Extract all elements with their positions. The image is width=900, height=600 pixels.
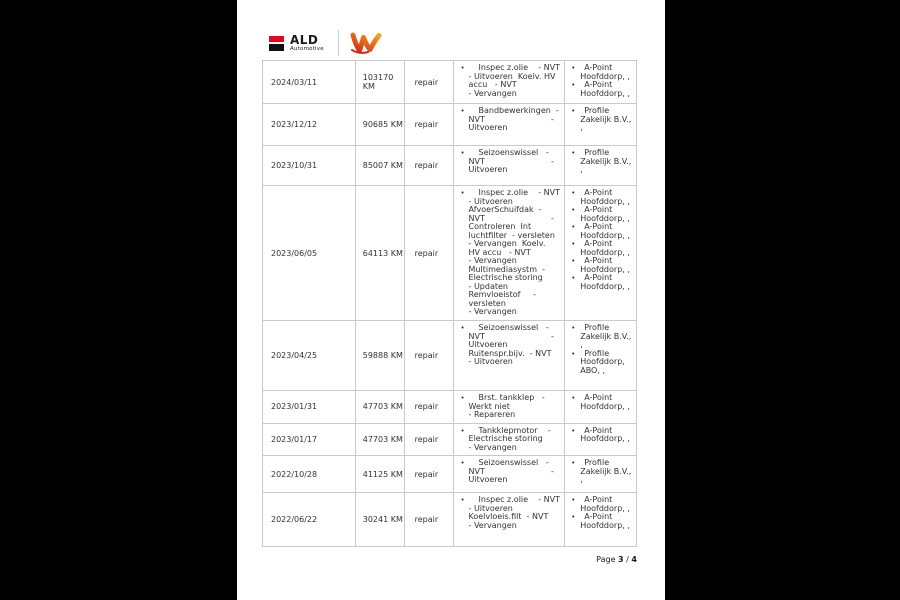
location-item: • Profile Zakelijk B.V., , bbox=[571, 458, 632, 484]
table-row bbox=[263, 321, 637, 391]
logo-divider bbox=[338, 30, 339, 56]
page-separator: / bbox=[626, 555, 629, 564]
table-row bbox=[263, 456, 637, 493]
service-locations bbox=[565, 61, 637, 104]
service-description-lines: Seizoenswissel - NVT - Uitvoeren Ruitenspr.bijv. - NVT - Uitvoeren bbox=[468, 323, 554, 366]
bullet-icon: • bbox=[571, 64, 576, 72]
odometer-km: 47703 KM bbox=[356, 391, 405, 424]
bullet-icon: • bbox=[460, 324, 465, 332]
bullet-icon: • bbox=[571, 206, 576, 214]
service-history-table bbox=[262, 60, 637, 547]
service-type: repair bbox=[405, 146, 454, 186]
bullet-icon: • bbox=[460, 64, 465, 72]
location-item: • A-Point Hoofddorp, , bbox=[571, 393, 630, 411]
page-label: Page bbox=[596, 555, 616, 564]
service-locations bbox=[565, 456, 637, 493]
bullet-icon: • bbox=[460, 394, 465, 402]
odometer-km: 30241 KM bbox=[356, 493, 405, 547]
bullet-icon: • bbox=[460, 426, 465, 435]
odometer-km: 41125 KM bbox=[356, 456, 405, 493]
table-row bbox=[263, 104, 637, 146]
service-description bbox=[454, 321, 566, 391]
table-row bbox=[263, 424, 637, 457]
service-description bbox=[454, 456, 566, 493]
service-type: repair bbox=[405, 61, 454, 104]
table-row bbox=[263, 391, 637, 424]
service-locations bbox=[565, 104, 637, 146]
odometer-km: 47703 KM bbox=[356, 424, 405, 457]
bullet-icon: • bbox=[460, 189, 465, 197]
location-item: • Profile Zakelijk B.V., , bbox=[571, 106, 632, 132]
bullet-icon: • bbox=[571, 324, 576, 332]
service-date: 2024/03/11 bbox=[263, 61, 356, 104]
service-locations bbox=[565, 493, 637, 547]
ald-logo-name: ALD bbox=[290, 32, 319, 47]
service-description bbox=[454, 61, 566, 104]
service-description bbox=[454, 493, 566, 547]
bullet-icon: • bbox=[571, 426, 576, 435]
service-date: 2023/04/25 bbox=[263, 321, 356, 391]
location-item: • Profile Hoofddorp, ABO, , bbox=[571, 348, 625, 375]
ald-logo-text bbox=[290, 34, 324, 53]
bullet-icon: • bbox=[460, 107, 465, 115]
bullet-icon: • bbox=[571, 223, 576, 231]
bullet-icon: • bbox=[571, 274, 576, 282]
service-description-lines: Brst. tankklep - Werkt niet - Repareren bbox=[468, 393, 545, 419]
service-description-lines: Seizoenswissel - NVT - Uitvoeren bbox=[468, 458, 554, 484]
bullet-icon: • bbox=[571, 149, 576, 157]
service-date: 2023/01/17 bbox=[263, 424, 356, 457]
location-item: • Profile Zakelijk B.V., , bbox=[571, 323, 632, 349]
service-date: 2022/06/22 bbox=[263, 493, 356, 547]
service-locations bbox=[565, 321, 637, 391]
bullet-icon: • bbox=[571, 81, 576, 89]
service-locations bbox=[565, 424, 637, 457]
odometer-km: 103170 KM bbox=[356, 61, 405, 104]
service-description-lines: Seizoenswissel - NVT - Uitvoeren bbox=[468, 148, 554, 174]
bullet-icon: • bbox=[460, 149, 465, 157]
bullet-icon: • bbox=[571, 240, 576, 248]
bullet-icon: • bbox=[571, 513, 576, 521]
location-item: • A-Point Hoofddorp, , bbox=[571, 425, 630, 443]
service-description-lines: Tankklepmotor - Electrische storing - Vervangen bbox=[468, 425, 551, 452]
service-type: repair bbox=[405, 456, 454, 493]
ald-automotive-logo bbox=[269, 34, 324, 53]
odometer-km: 64113 KM bbox=[356, 186, 405, 321]
bullet-icon: • bbox=[571, 189, 576, 197]
wittebrug-w-logo-icon bbox=[349, 31, 383, 55]
bullet-icon: • bbox=[571, 459, 576, 467]
total-page-number: 4 bbox=[631, 555, 637, 564]
service-type: repair bbox=[405, 391, 454, 424]
service-type: repair bbox=[405, 424, 454, 457]
location-item: • A-Point Hoofddorp, , bbox=[571, 495, 630, 513]
service-locations bbox=[565, 186, 637, 321]
service-locations bbox=[565, 146, 637, 186]
bullet-icon: • bbox=[460, 496, 465, 504]
service-date: 2022/10/28 bbox=[263, 456, 356, 493]
service-type: repair bbox=[405, 321, 454, 391]
table-row bbox=[263, 186, 637, 321]
table-row bbox=[263, 493, 637, 547]
bullet-icon: • bbox=[460, 459, 465, 467]
odometer-km: 59888 KM bbox=[356, 321, 405, 391]
service-type: repair bbox=[405, 104, 454, 146]
service-description-lines: Inspec z.olie - NVT - Uitvoeren Koelv. HV accu - NVT - Vervangen bbox=[468, 63, 561, 98]
page-number bbox=[596, 555, 637, 564]
location-item: • A-Point Hoofddorp, , bbox=[571, 256, 630, 274]
table-row bbox=[263, 61, 637, 104]
service-type: repair bbox=[405, 493, 454, 547]
page-header bbox=[269, 29, 383, 57]
location-item: • A-Point Hoofddorp, , bbox=[571, 222, 630, 240]
bullet-icon: • bbox=[571, 257, 576, 265]
odometer-km: 90685 KM bbox=[356, 104, 405, 146]
bullet-icon: • bbox=[571, 496, 576, 504]
location-item: • A-Point Hoofddorp, , bbox=[571, 63, 630, 81]
bullet-icon: • bbox=[571, 107, 576, 115]
service-date: 2023/01/31 bbox=[263, 391, 356, 424]
service-description-lines: Bandbewerkingen - NVT - Uitvoeren bbox=[468, 106, 559, 132]
location-item: • A-Point Hoofddorp, , bbox=[571, 80, 630, 98]
bullet-icon: • bbox=[571, 349, 576, 358]
document-page bbox=[237, 0, 665, 600]
ald-logo-subtitle: Automotive bbox=[290, 45, 324, 52]
service-description bbox=[454, 104, 566, 146]
location-item: • Profile Zakelijk B.V., , bbox=[571, 148, 632, 174]
location-item: • A-Point Hoofddorp, , bbox=[571, 239, 630, 257]
location-item: • A-Point Hoofddorp, , bbox=[571, 188, 630, 206]
service-date: 2023/10/31 bbox=[263, 146, 356, 186]
ald-square-icon bbox=[269, 36, 284, 51]
service-type: repair bbox=[405, 186, 454, 321]
service-description bbox=[454, 391, 566, 424]
location-item: • A-Point Hoofddorp, , bbox=[571, 205, 630, 223]
odometer-km: 85007 KM bbox=[356, 146, 405, 186]
table-row bbox=[263, 146, 637, 186]
service-description-lines: Inspec z.olie - NVT - Uitvoeren AfvoerSchuifdak - NVT - Controleren Int luchtfilter - versleten - Vervangen Koelv. HV accu - NVT - Vervangen Multimediasystm - Electrische storing - Updaten Remvloeistof - versleten - Vervangen bbox=[468, 188, 561, 316]
service-date: 2023/12/12 bbox=[263, 104, 356, 146]
location-item: • A-Point Hoofddorp, , bbox=[571, 273, 630, 291]
service-date: 2023/06/05 bbox=[263, 186, 356, 321]
location-item: • A-Point Hoofddorp, , bbox=[571, 512, 630, 530]
service-locations bbox=[565, 391, 637, 424]
service-description bbox=[454, 146, 566, 186]
service-description bbox=[454, 424, 566, 457]
service-description bbox=[454, 186, 566, 321]
service-description-lines: Inspec z.olie - NVT - Uitvoeren Koelvloeis.filt - NVT - Vervangen bbox=[468, 495, 561, 530]
current-page-number: 3 bbox=[618, 555, 624, 564]
bullet-icon: • bbox=[571, 394, 576, 402]
